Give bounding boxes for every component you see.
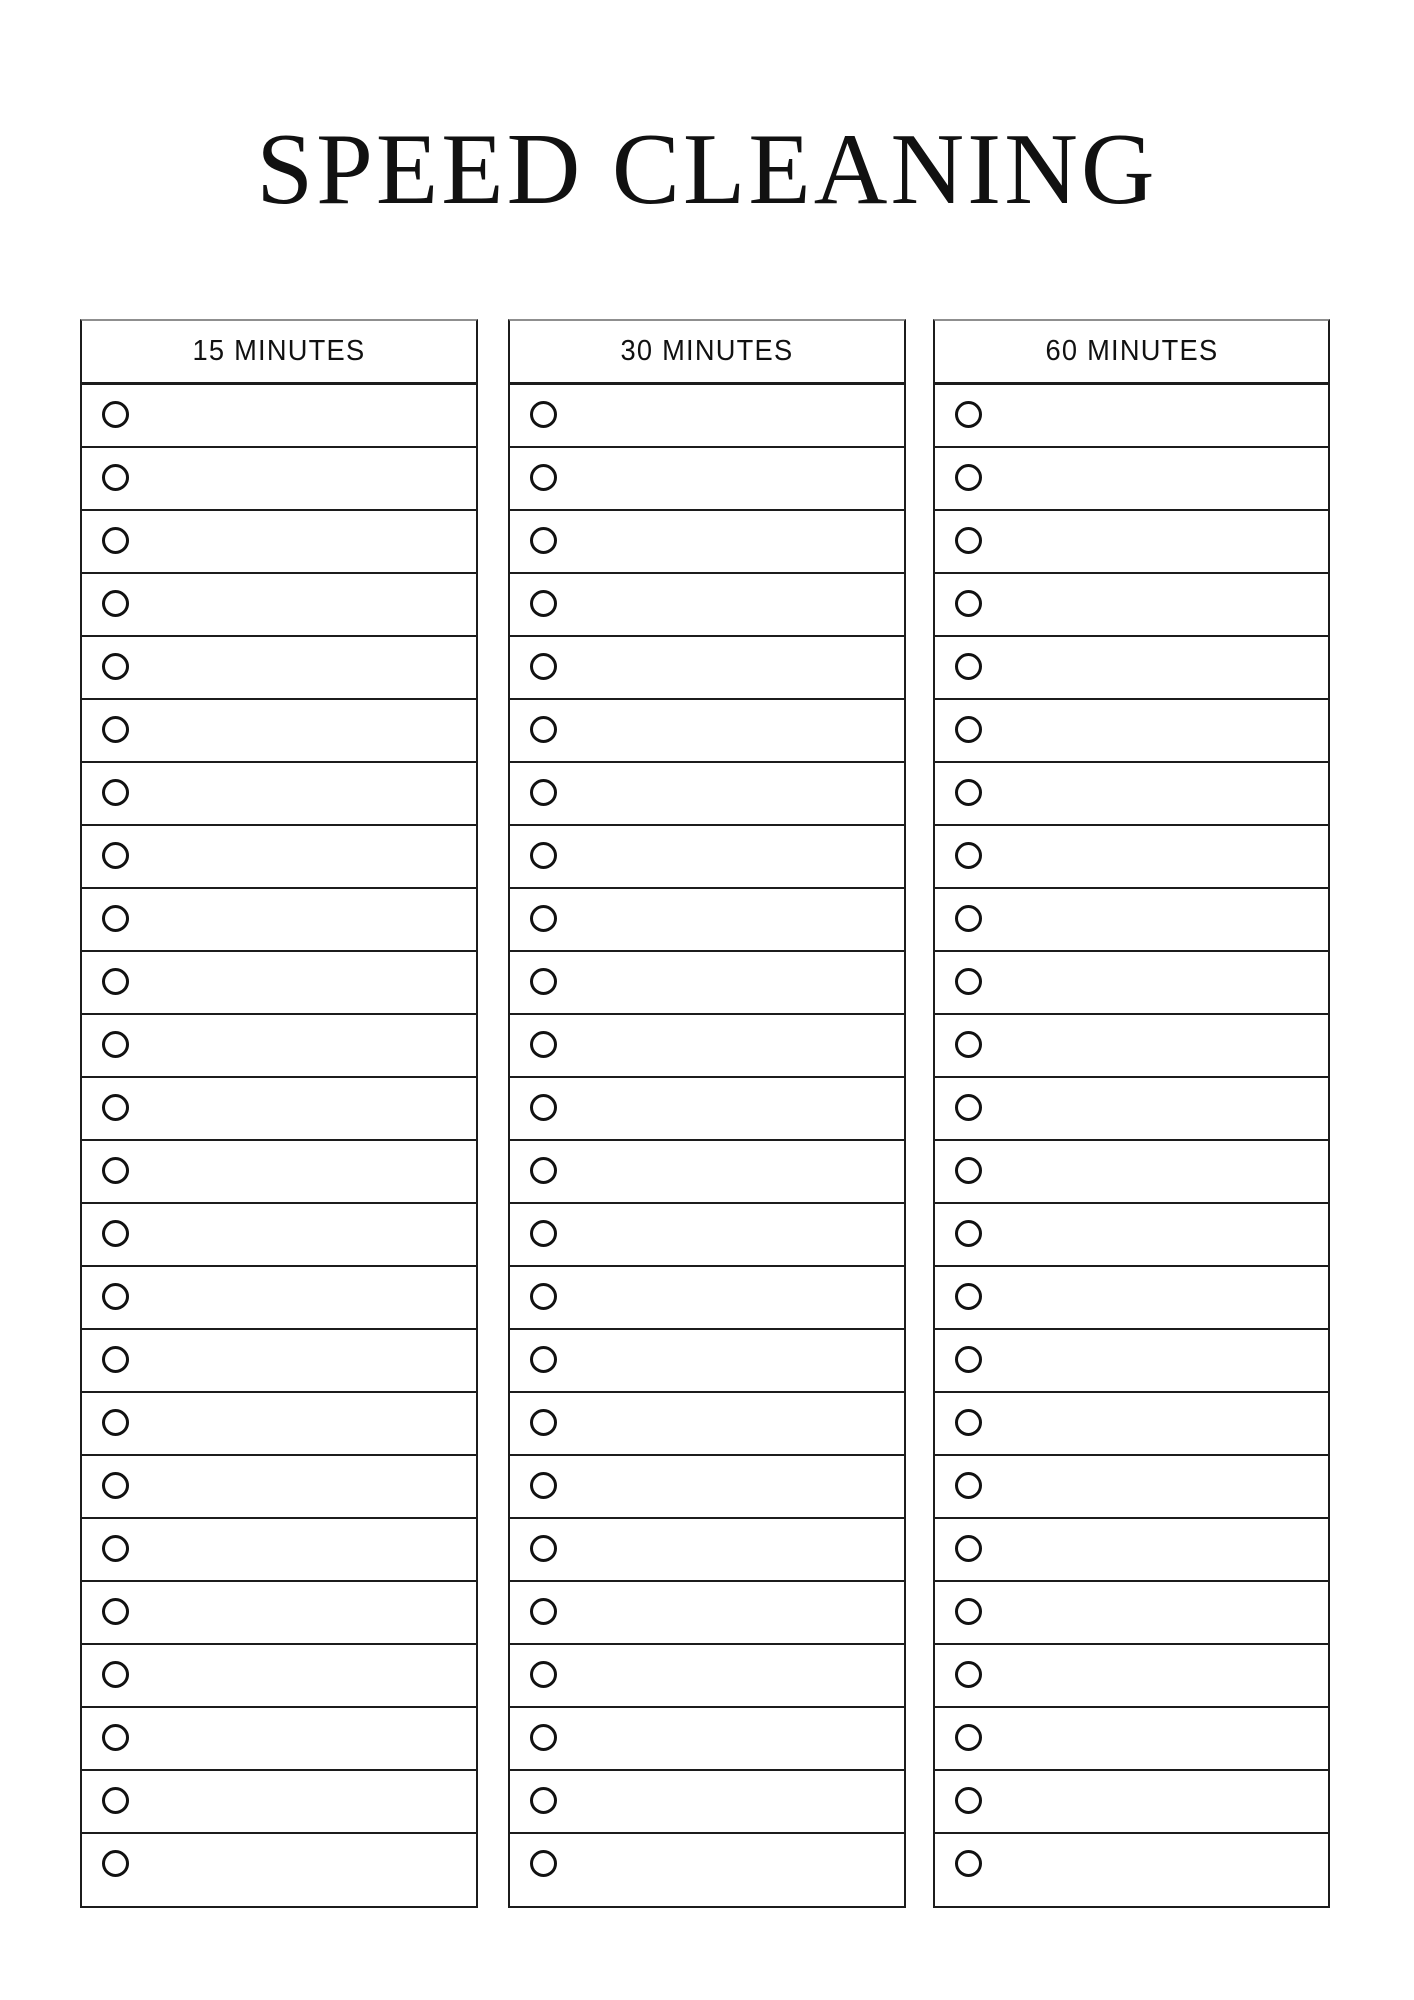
checklist-row [510, 1330, 904, 1393]
checklist-row [935, 1771, 1328, 1834]
circle-checkbox-icon[interactable] [530, 590, 557, 617]
column-rows [935, 385, 1328, 1906]
checklist-row [82, 1393, 476, 1456]
circle-checkbox-icon[interactable] [530, 1535, 557, 1562]
circle-checkbox-icon[interactable] [102, 1598, 129, 1625]
task-label [571, 1535, 890, 1562]
circle-checkbox-icon[interactable] [530, 527, 557, 554]
circle-checkbox-icon[interactable] [955, 1850, 982, 1877]
checklist-row [935, 700, 1328, 763]
task-label [571, 1157, 890, 1184]
circle-checkbox-icon[interactable] [530, 1094, 557, 1121]
checklist-row [935, 1582, 1328, 1645]
checklist-row [510, 700, 904, 763]
circle-checkbox-icon[interactable] [102, 1724, 129, 1751]
checklist-row [935, 763, 1328, 826]
circle-checkbox-icon[interactable] [530, 1031, 557, 1058]
task-label [996, 1535, 1314, 1562]
circle-checkbox-icon[interactable] [102, 1031, 129, 1058]
task-label [996, 464, 1314, 491]
circle-checkbox-icon[interactable] [530, 1598, 557, 1625]
task-label [143, 1346, 462, 1373]
checklist-row [82, 952, 476, 1015]
checklist-row [935, 1708, 1328, 1771]
circle-checkbox-icon[interactable] [530, 464, 557, 491]
circle-checkbox-icon[interactable] [102, 1409, 129, 1436]
task-label [996, 779, 1314, 806]
task-label [571, 1724, 890, 1751]
task-label [571, 968, 890, 995]
checklist-row [510, 1078, 904, 1141]
circle-checkbox-icon[interactable] [530, 1787, 557, 1814]
circle-checkbox-icon[interactable] [102, 401, 129, 428]
checklist-row [82, 448, 476, 511]
circle-checkbox-icon[interactable] [955, 464, 982, 491]
circle-checkbox-icon[interactable] [955, 779, 982, 806]
checklist-row [510, 1771, 904, 1834]
checklist-row [935, 637, 1328, 700]
task-label [996, 1409, 1314, 1436]
checklist-row [82, 574, 476, 637]
circle-checkbox-icon[interactable] [102, 905, 129, 932]
task-label [996, 1661, 1314, 1688]
checklist-row [510, 385, 904, 448]
circle-checkbox-icon[interactable] [955, 968, 982, 995]
checklist-row [82, 1015, 476, 1078]
checklist-row [510, 574, 904, 637]
circle-checkbox-icon[interactable] [955, 590, 982, 617]
circle-checkbox-icon[interactable] [955, 716, 982, 743]
checklist-row [935, 511, 1328, 574]
column-60-minutes [933, 319, 1330, 1908]
circle-checkbox-icon[interactable] [955, 1031, 982, 1058]
checklist-row [935, 1519, 1328, 1582]
checklist-row [935, 1078, 1328, 1141]
circle-checkbox-icon[interactable] [530, 716, 557, 743]
circle-checkbox-icon[interactable] [530, 842, 557, 869]
circle-checkbox-icon[interactable] [955, 1724, 982, 1751]
task-label [571, 1598, 890, 1625]
checklist-row [510, 637, 904, 700]
checklist-row [510, 511, 904, 574]
circle-checkbox-icon[interactable] [955, 1283, 982, 1310]
circle-checkbox-icon[interactable] [530, 1409, 557, 1436]
circle-checkbox-icon[interactable] [102, 1157, 129, 1184]
task-label [571, 1661, 890, 1688]
checklist-row [510, 1834, 904, 1906]
task-label [143, 905, 462, 932]
checklist-row [510, 1393, 904, 1456]
circle-checkbox-icon[interactable] [102, 1472, 129, 1499]
checklist-row [935, 1015, 1328, 1078]
task-label [143, 1598, 462, 1625]
task-label [996, 1472, 1314, 1499]
circle-checkbox-icon[interactable] [530, 1724, 557, 1751]
task-label [571, 1031, 890, 1058]
checklist-row [510, 1519, 904, 1582]
checklist-row [935, 889, 1328, 952]
checklist-row [935, 448, 1328, 511]
checklist-row [510, 448, 904, 511]
task-label [143, 401, 462, 428]
task-label [996, 653, 1314, 680]
circle-checkbox-icon[interactable] [955, 1220, 982, 1247]
circle-checkbox-icon[interactable] [530, 905, 557, 932]
checklist-row [935, 574, 1328, 637]
task-label [143, 1661, 462, 1688]
task-label [143, 1220, 462, 1247]
task-label [571, 1220, 890, 1247]
checklist-row [82, 1645, 476, 1708]
checklist-row [82, 385, 476, 448]
task-label [571, 401, 890, 428]
task-label [571, 1787, 890, 1814]
circle-checkbox-icon[interactable] [530, 1283, 557, 1310]
checklist-row [935, 1456, 1328, 1519]
task-label [143, 1724, 462, 1751]
column-header [935, 321, 1328, 385]
task-label [996, 527, 1314, 554]
circle-checkbox-icon[interactable] [530, 968, 557, 995]
column-header-label: 30 MINUTES [620, 335, 794, 367]
circle-checkbox-icon[interactable] [955, 653, 982, 680]
task-label [571, 1850, 890, 1877]
checklist-row [82, 1834, 476, 1906]
task-label [996, 1031, 1314, 1058]
task-label [143, 1472, 462, 1499]
circle-checkbox-icon[interactable] [102, 1346, 129, 1373]
circle-checkbox-icon[interactable] [530, 1661, 557, 1688]
column-header [82, 321, 476, 385]
task-label [143, 968, 462, 995]
checklist-row [82, 1078, 476, 1141]
checklist-row [82, 511, 476, 574]
checklist-row [510, 1015, 904, 1078]
circle-checkbox-icon[interactable] [102, 653, 129, 680]
circle-checkbox-icon[interactable] [102, 842, 129, 869]
checklist-row [82, 1582, 476, 1645]
task-label [571, 905, 890, 932]
task-label [143, 464, 462, 491]
task-label [571, 590, 890, 617]
checklist-row [510, 1267, 904, 1330]
checklist-row [935, 1204, 1328, 1267]
checklist-row [510, 1456, 904, 1519]
task-label [143, 1787, 462, 1814]
task-label [996, 401, 1314, 428]
circle-checkbox-icon[interactable] [102, 1220, 129, 1247]
circle-checkbox-icon[interactable] [102, 590, 129, 617]
column-15-minutes [80, 319, 478, 1908]
circle-checkbox-icon[interactable] [955, 1094, 982, 1121]
circle-checkbox-icon[interactable] [955, 905, 982, 932]
checklist-row [510, 1582, 904, 1645]
task-label [571, 779, 890, 806]
circle-checkbox-icon[interactable] [955, 1346, 982, 1373]
circle-checkbox-icon[interactable] [102, 1850, 129, 1877]
checklist-row [82, 700, 476, 763]
task-label [996, 1598, 1314, 1625]
checklist-row [935, 826, 1328, 889]
circle-checkbox-icon[interactable] [102, 1094, 129, 1121]
checklist-row [82, 1267, 476, 1330]
task-label [571, 464, 890, 491]
checklist-row [935, 1645, 1328, 1708]
task-label [996, 1346, 1314, 1373]
checklist-row [510, 763, 904, 826]
task-label [996, 1094, 1314, 1121]
checklist-row [510, 1141, 904, 1204]
task-label [143, 842, 462, 869]
circle-checkbox-icon[interactable] [955, 1598, 982, 1625]
task-label [996, 905, 1314, 932]
column-30-minutes [508, 319, 906, 1908]
task-label [143, 590, 462, 617]
task-label [571, 1472, 890, 1499]
task-label [571, 842, 890, 869]
circle-checkbox-icon[interactable] [102, 1283, 129, 1310]
checklist-row [935, 1393, 1328, 1456]
circle-checkbox-icon[interactable] [102, 968, 129, 995]
circle-checkbox-icon[interactable] [955, 1472, 982, 1499]
task-label [996, 590, 1314, 617]
checklist-row [82, 637, 476, 700]
circle-checkbox-icon[interactable] [530, 779, 557, 806]
circle-checkbox-icon[interactable] [530, 1157, 557, 1184]
checklist-row [82, 889, 476, 952]
column-header-label: 15 MINUTES [192, 335, 366, 367]
task-label [996, 716, 1314, 743]
task-label [571, 1283, 890, 1310]
checklist-row [82, 826, 476, 889]
column-header [510, 321, 904, 385]
task-label [996, 842, 1314, 869]
task-label [143, 1850, 462, 1877]
circle-checkbox-icon[interactable] [955, 527, 982, 554]
checklist-row [82, 1330, 476, 1393]
circle-checkbox-icon[interactable] [102, 464, 129, 491]
checklist-row [510, 826, 904, 889]
task-label [143, 779, 462, 806]
task-label [571, 1409, 890, 1436]
task-label [996, 1850, 1314, 1877]
task-label [571, 1094, 890, 1121]
circle-checkbox-icon[interactable] [955, 842, 982, 869]
circle-checkbox-icon[interactable] [530, 401, 557, 428]
circle-checkbox-icon[interactable] [530, 1346, 557, 1373]
checklist-row [510, 1645, 904, 1708]
checklist-row [82, 1519, 476, 1582]
circle-checkbox-icon[interactable] [102, 779, 129, 806]
circle-checkbox-icon[interactable] [955, 1409, 982, 1436]
task-label [143, 1409, 462, 1436]
checklist-row [82, 1708, 476, 1771]
task-label [996, 1157, 1314, 1184]
task-label [143, 1031, 462, 1058]
checklist-row [935, 1834, 1328, 1906]
task-label [571, 716, 890, 743]
circle-checkbox-icon[interactable] [530, 1472, 557, 1499]
checklist-row [935, 1141, 1328, 1204]
task-label [143, 716, 462, 743]
task-label [996, 1787, 1314, 1814]
circle-checkbox-icon[interactable] [955, 1787, 982, 1814]
checklist-row [510, 952, 904, 1015]
task-label [571, 653, 890, 680]
checklist-row [935, 1267, 1328, 1330]
task-label [996, 1724, 1314, 1751]
checklist-row [935, 385, 1328, 448]
circle-checkbox-icon[interactable] [102, 1661, 129, 1688]
checklist-row [935, 952, 1328, 1015]
circle-checkbox-icon[interactable] [530, 1850, 557, 1877]
checklist-row [82, 1456, 476, 1519]
circle-checkbox-icon[interactable] [530, 1220, 557, 1247]
circle-checkbox-icon[interactable] [102, 716, 129, 743]
task-label [571, 1346, 890, 1373]
task-label [143, 1094, 462, 1121]
task-label [996, 968, 1314, 995]
circle-checkbox-icon[interactable] [955, 1157, 982, 1184]
circle-checkbox-icon[interactable] [102, 1535, 129, 1562]
checklist-row [82, 1141, 476, 1204]
task-label [143, 1283, 462, 1310]
checklist-row [935, 1330, 1328, 1393]
task-label [571, 527, 890, 554]
task-label [143, 653, 462, 680]
task-label [143, 1535, 462, 1562]
column-rows [82, 385, 476, 1906]
checklist-row [82, 1771, 476, 1834]
column-rows [510, 385, 904, 1906]
task-label [996, 1220, 1314, 1247]
checklist-row [82, 763, 476, 826]
checklist-row [82, 1204, 476, 1267]
checklist-row [510, 889, 904, 952]
circle-checkbox-icon[interactable] [955, 401, 982, 428]
checklist-row [510, 1204, 904, 1267]
column-header-label: 60 MINUTES [1045, 335, 1218, 367]
page-title: SPEED CLEANING [256, 113, 1158, 226]
task-label [143, 527, 462, 554]
circle-checkbox-icon[interactable] [102, 1787, 129, 1814]
circle-checkbox-icon[interactable] [530, 653, 557, 680]
checklist-row [510, 1708, 904, 1771]
circle-checkbox-icon[interactable] [955, 1535, 982, 1562]
circle-checkbox-icon[interactable] [102, 527, 129, 554]
task-label [143, 1157, 462, 1184]
circle-checkbox-icon[interactable] [955, 1661, 982, 1688]
task-label [996, 1283, 1314, 1310]
